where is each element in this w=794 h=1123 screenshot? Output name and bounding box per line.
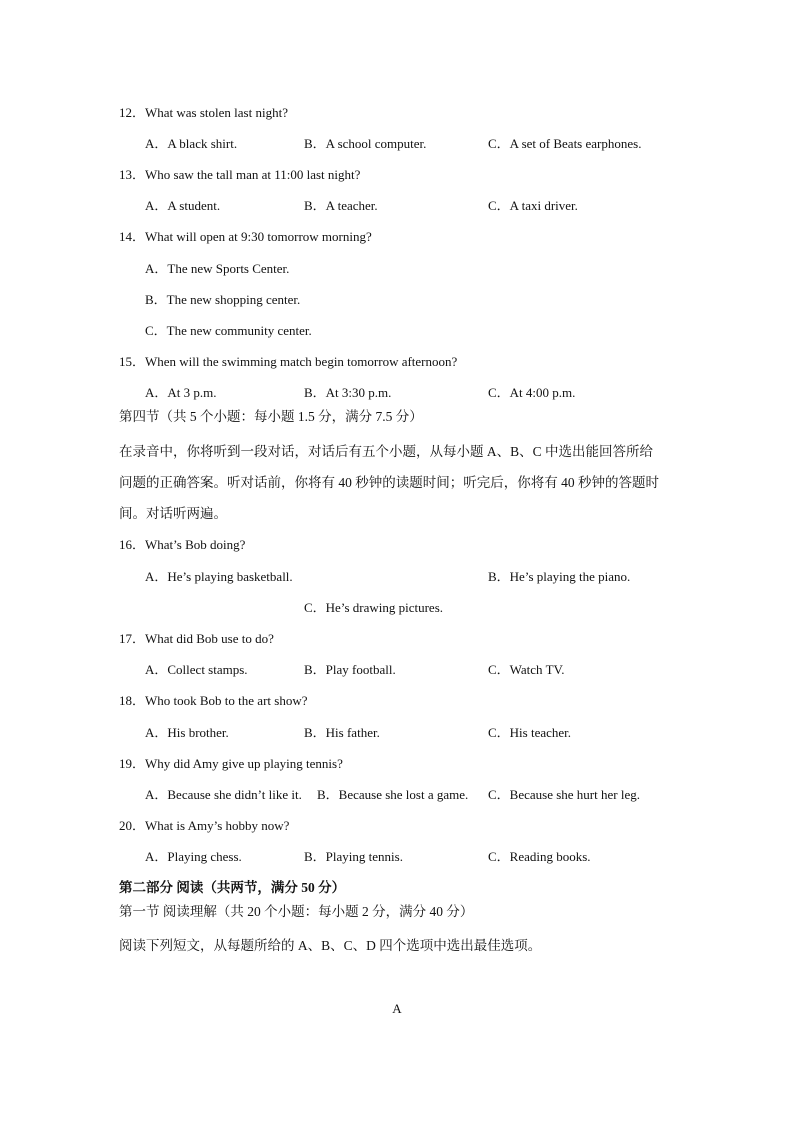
passage-label: A <box>392 1001 402 1016</box>
question-20-option-b: B．Playing tennis. <box>304 849 403 864</box>
question-17-stem: 17．What did Bob use to do? <box>119 631 274 646</box>
question-15-option-a: A．At 3 p.m. <box>145 385 217 400</box>
question-20-option-c: C．Reading books. <box>488 849 591 864</box>
question-18-option-a: A．His brother. <box>145 725 229 740</box>
question-12-option-c: C．A set of Beats earphones. <box>488 136 642 151</box>
question-16-option-a: A．He’s playing basketball. <box>145 569 293 584</box>
question-14-option-c: C．The new community center. <box>145 323 312 338</box>
question-15-stem: 15．When will the swimming match begin tomorrow afternoon? <box>119 354 458 369</box>
question-12-option-b: B．A school computer. <box>304 136 427 151</box>
question-12-option-a: A．A black shirt. <box>145 136 238 151</box>
question-13-option-b: B．A teacher. <box>304 198 378 213</box>
question-20-stem: 20．What is Amy’s hobby now? <box>119 818 290 833</box>
question-14-option-b: B．The new shopping center. <box>145 292 301 307</box>
question-13-stem: 13．Who saw the tall man at 11:00 last night? <box>119 167 361 182</box>
question-19-option-b: B．Because she lost a game. <box>317 787 469 802</box>
question-19-option-c: C．Because she hurt her leg. <box>488 787 640 802</box>
question-16-option-b: B．He’s playing the piano. <box>488 569 631 584</box>
question-13-option-c: C．A taxi driver. <box>488 198 578 213</box>
question-15-option-b: B．At 3:30 p.m. <box>304 385 392 400</box>
question-16-option-c: C．He’s drawing pictures. <box>304 600 444 615</box>
question-18-option-c: C．His teacher. <box>488 725 572 740</box>
part2-instruction: 阅读下列短文，从每题所给的 A、B、C、D 四个选项中选出最佳选项。 <box>119 938 542 953</box>
question-13-option-a: A．A student. <box>145 198 221 213</box>
part2-title: 第二部分 阅读（共两节，满分 50 分） <box>119 880 346 895</box>
question-12-stem: 12．What was stolen last night? <box>119 105 288 120</box>
question-19-stem: 19．Why did Amy give up playing tennis? <box>119 756 343 771</box>
question-17-option-a: A．Collect stamps. <box>145 662 248 677</box>
section4-title: 第四节（共 5 个小题：每小题 1.5 分，满分 7.5 分） <box>119 409 423 424</box>
part2-section1-title: 第一节 阅读理解（共 20 个小题：每小题 2 分，满分 40 分） <box>119 904 474 919</box>
section4-instruction-line3: 间。对话听两遍。 <box>119 506 227 521</box>
question-14-stem: 14．What will open at 9:30 tomorrow morning? <box>119 229 372 244</box>
question-20-option-a: A．Playing chess. <box>145 849 242 864</box>
question-18-option-b: B．His father. <box>304 725 380 740</box>
section4-instruction-line2: 问题的正确答案。听对话前，你将有 40 秒钟的读题时间；听完后，你将有 40 秒钟的答题时 <box>119 475 659 490</box>
question-19-option-a: A．Because she didn’t like it. <box>145 787 302 802</box>
question-18-stem: 18．Who took Bob to the art show? <box>119 693 308 708</box>
question-17-option-c: C．Watch TV. <box>488 662 565 677</box>
question-16-stem: 16．What’s Bob doing? <box>119 537 246 552</box>
question-15-option-c: C．At 4:00 p.m. <box>488 385 576 400</box>
question-14-option-a: A．The new Sports Center. <box>145 261 290 276</box>
section4-instruction-line1: 在录音中，你将听到一段对话，对话后有五个小题，从每小题 A、B、C 中选出能回答所给 <box>119 444 654 459</box>
question-17-option-b: B．Play football. <box>304 662 396 677</box>
